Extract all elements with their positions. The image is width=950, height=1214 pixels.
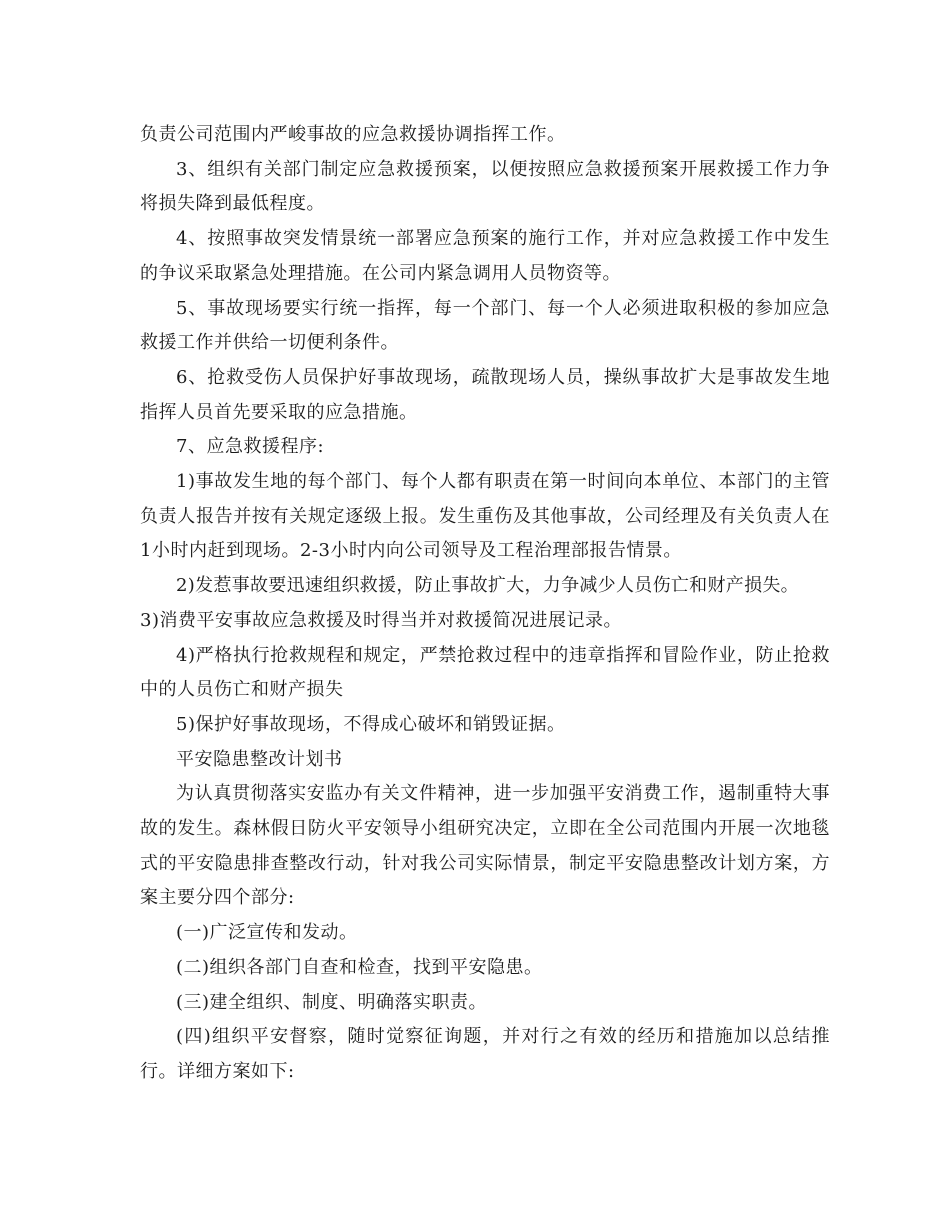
- section-heading: 平安隐患整改计划书: [176, 748, 343, 770]
- paragraph-sub-5: 5)保护好事故现场，不得成心破坏和销毁证据。: [176, 713, 566, 735]
- paragraph-item-6: 6、抢救受伤人员保护好事故现场，疏散现场人员，操纵事故扩大是事故发生地指挥人员首先要采取的应急措施。: [140, 366, 830, 423]
- paragraph-continuation: 负责公司范围内严峻事故的应急救援协调指挥工作。: [140, 124, 566, 145]
- paragraph-sub-2: 2)发惹事故要迅速组织救援，防止事故扩大，力争减少人员伤亡和财产损失。: [176, 575, 799, 597]
- paragraph-sub-1: 1)事故发生地的每个部门、每个人都有职责在第一时间向本单位、本部门的主管负责人报告并按有关规定逐级上报。发生重伤及其他事故，公司经理及有关负责人在1小时内赶到现场。2-3小时内向公司领导及工程治理部报告情景。: [140, 471, 830, 562]
- paragraph-part-4: (四)组织平安督察，随时觉察征询题，并对行之有效的经历和措施加以总结推行。详细方案如下:: [140, 1026, 830, 1082]
- paragraph-part-2: (二)组织各部门自查和检查，找到平安隐患。: [176, 956, 543, 978]
- paragraph-sub-4: 4)严格执行抢救规程和规定，严禁抢救过程中的违章指挥和冒险作业，防止抢救中的人员伤亡和财产损失: [140, 644, 830, 701]
- paragraph-item-3: 3、组织有关部门制定应急救援预案，以便按照应急救援预案开展救援工作力争将损失降到最低程度。: [140, 158, 830, 215]
- paragraph-item-7: 7、应急救援程序:: [176, 436, 325, 458]
- paragraph-part-3: (三)建全组织、制度、明确落实职责。: [176, 991, 488, 1013]
- paragraph-intro: 为认真贯彻落实安监办有关文件精神，进一步加强平安消费工作，遏制重特大事故的发生。森林假日防火平安领导小组研究决定，立即在全公司范围内开展一次地毯式的平安隐患排查整改行动，针对我公司实际情景，制定平安隐患整改计划方案，方案主要分四个部分:: [140, 783, 830, 909]
- paragraph-part-1: (一)广泛宣传和发动。: [176, 922, 358, 944]
- paragraph-sub-3: 3)消费平安事故应急救援及时得当并对救援简况进展记录。: [140, 609, 622, 631]
- paragraph-item-5: 5、事故现场要实行统一指挥，每一个部门、每一个人必须进取积极的参加应急救援工作并供给一切便利条件。: [140, 297, 830, 354]
- paragraph-item-4: 4、按照事故突发情景统一部署应急预案的施行工作，并对应急救援工作中发生的争议采取紧急处理措施。在公司内紧急调用人员物资等。: [140, 228, 830, 284]
- document-body: [140, 118, 830, 1090]
